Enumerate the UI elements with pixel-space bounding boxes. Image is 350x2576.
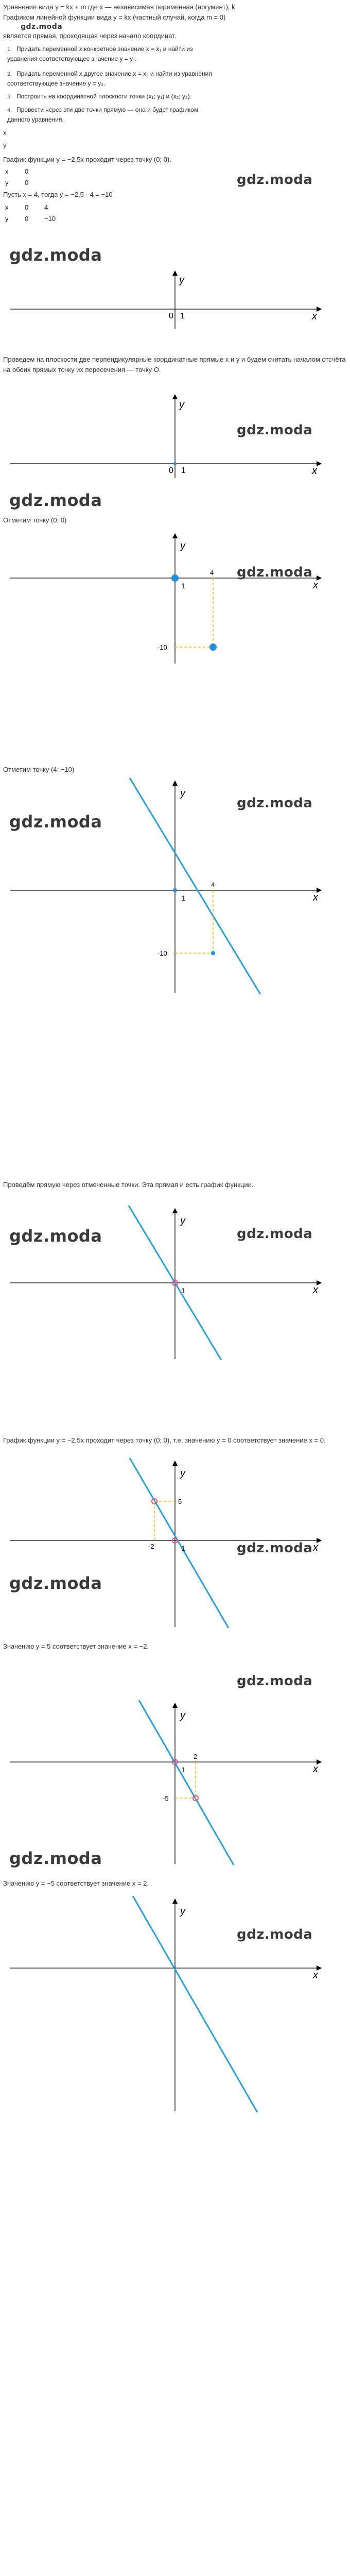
section1-text: График функции y = −2,5x проходит через точку (0; 0). bbox=[3, 156, 171, 163]
step-3 bbox=[7, 92, 213, 101]
section7-text: График функции y = −2,5x проходит через точку (0; 0), т.е. значению y = 0 соответствует значение x = 0. bbox=[3, 1436, 326, 1444]
point-4-m10 bbox=[209, 643, 217, 651]
watermark: gdz.moda bbox=[9, 1573, 102, 1593]
graph-line bbox=[130, 1458, 229, 1628]
unit-label: 1 bbox=[181, 582, 185, 590]
tick-label-2: 2 bbox=[194, 1753, 198, 1760]
step-1-text: Придать переменной x конкретное значение x = x₁ и найти из уравнения соответствующее значение y = y₁. bbox=[7, 45, 193, 62]
table-cell: y bbox=[5, 179, 9, 187]
y-axis-label: y bbox=[180, 788, 185, 799]
section6-text: Проведём прямую через отмеченные точки. Эта прямая и есть график функции. bbox=[3, 1181, 254, 1189]
table-cell: y bbox=[5, 215, 9, 223]
step-2-text: Придать переменной x другое значение x = x₂ и найти из уравнения соответствующее значение y = y₂. bbox=[7, 70, 212, 87]
section8-text: Значению y = 5 соответствует значение x = −2. bbox=[3, 1642, 149, 1650]
watermark: gdz.moda bbox=[237, 1226, 313, 1242]
y-axis-label: y bbox=[180, 1215, 185, 1227]
watermark: gdz.moda bbox=[237, 795, 313, 811]
x-axis-label: x bbox=[312, 465, 317, 477]
y-axis-label: y bbox=[180, 1468, 185, 1479]
unit-label: 1 bbox=[181, 1544, 185, 1552]
table-cell: 0 bbox=[25, 179, 29, 187]
point-0-0 bbox=[173, 888, 177, 892]
origin-point bbox=[173, 462, 177, 465]
graph-axes-2 bbox=[0, 392, 350, 479]
origin-label: 0 bbox=[169, 312, 173, 320]
y-axis-label: y bbox=[179, 275, 184, 286]
unit-label: 1 bbox=[181, 1286, 185, 1295]
graph-svg bbox=[0, 268, 350, 330]
graph-axes-1 bbox=[0, 268, 350, 330]
intro-col-x: x bbox=[3, 129, 7, 137]
watermark: gdz.moda bbox=[237, 1540, 313, 1556]
y-axis-label: y bbox=[180, 1906, 185, 1917]
unit-label: 1 bbox=[181, 1766, 185, 1774]
graph-line-1 bbox=[0, 778, 350, 994]
origin-label: 0 bbox=[169, 466, 173, 475]
table-cell: x bbox=[5, 167, 9, 175]
step-1 bbox=[7, 44, 213, 63]
x-axis-label: x bbox=[313, 580, 318, 591]
unit-label: 1 bbox=[181, 466, 186, 475]
table-cell: 4 bbox=[44, 204, 48, 211]
tick-label-m2: -2 bbox=[148, 1543, 154, 1550]
watermark: gdz.moda bbox=[9, 812, 102, 832]
watermark-small: gdz.moda bbox=[21, 23, 63, 31]
table-row bbox=[5, 202, 64, 213]
tick-label-4: 4 bbox=[210, 569, 214, 577]
tick-label-5: 5 bbox=[178, 1498, 182, 1505]
x-axis-label: x bbox=[313, 892, 318, 903]
step-4-text: Провести через эти две точки прямую — она и будет графиком данного уравнения. bbox=[7, 106, 199, 123]
table-cell: 0 bbox=[25, 215, 29, 223]
unit-label: 1 bbox=[180, 312, 185, 320]
table-cell: 0 bbox=[25, 167, 29, 175]
unit-label: 1 bbox=[181, 894, 185, 902]
section2-table bbox=[5, 202, 64, 225]
watermark: gdz.moda bbox=[237, 422, 313, 438]
step-3-num: 3. bbox=[7, 94, 12, 100]
y-axis-label: y bbox=[180, 1710, 185, 1721]
graph-svg bbox=[0, 1700, 350, 1865]
watermark: gdz.moda bbox=[9, 1226, 102, 1246]
section9-text: Значению y = −5 соответствует значение x = 2. bbox=[3, 1879, 149, 1887]
intro-line2b: является прямая, проходящая через начало координат. bbox=[3, 32, 177, 40]
watermark: gdz.moda bbox=[237, 565, 313, 580]
table-row bbox=[5, 166, 44, 177]
graph-line-2 bbox=[0, 1206, 350, 1360]
table-row bbox=[5, 213, 64, 225]
step-4 bbox=[7, 105, 213, 124]
table-cell: x bbox=[5, 204, 9, 211]
x-axis-label: x bbox=[313, 1764, 318, 1775]
y-axis-label: y bbox=[180, 540, 185, 552]
y-axis-label: y bbox=[179, 399, 184, 411]
section1-table bbox=[5, 166, 44, 189]
intro-line1: Уравнение вида y = kx + m где x — независимая переменная (аргумент), k bbox=[3, 3, 235, 11]
graph-point-m5 bbox=[0, 1700, 350, 1865]
watermark: gdz.moda bbox=[237, 1673, 313, 1689]
x-axis-label: x bbox=[312, 311, 317, 322]
section4-text: Отметим точку (0; 0) bbox=[3, 516, 67, 524]
watermark: gdz.moda bbox=[9, 245, 102, 265]
x-axis-label: x bbox=[313, 1284, 318, 1296]
watermark: gdz.moda bbox=[9, 1849, 102, 1868]
step-2 bbox=[7, 69, 213, 88]
step-2-num: 2. bbox=[7, 71, 12, 77]
point-0-0 bbox=[171, 574, 179, 582]
x-axis-label: x bbox=[313, 1542, 318, 1553]
graph-svg bbox=[0, 778, 350, 994]
section5-text: Отметим точку (4; −10) bbox=[3, 766, 75, 773]
graph-svg bbox=[0, 392, 350, 479]
step-3-text: Построить на координатной плоскости точки (x₁; y₁) и (x₂; y₂). bbox=[16, 93, 191, 100]
intro-col-y: y bbox=[3, 141, 7, 149]
table-row bbox=[5, 177, 44, 189]
intro-line2a: Графиком линейной функции вида y = kx (частный случай, когда m = 0) bbox=[3, 13, 226, 21]
tick-label-4: 4 bbox=[211, 881, 215, 889]
x-axis-label: x bbox=[313, 1970, 318, 1981]
step-1-num: 1. bbox=[7, 46, 12, 53]
point-4-m10 bbox=[211, 951, 215, 955]
graph-point-origin bbox=[0, 531, 350, 665]
tick-label-m10: -10 bbox=[157, 950, 167, 957]
graph-svg bbox=[0, 1206, 350, 1360]
step-4-num: 4. bbox=[7, 107, 12, 113]
table-cell: 0 bbox=[25, 204, 29, 211]
graph-svg bbox=[0, 531, 350, 665]
graph-line bbox=[139, 1700, 234, 1865]
section2-text: Пусть x = 4, тогда y = −2,5 · 4 = −10 bbox=[3, 191, 113, 198]
tick-label-m10: -10 bbox=[157, 643, 167, 651]
tick-label-m5: -5 bbox=[163, 1794, 169, 1802]
watermark: gdz.moda bbox=[237, 1927, 313, 1942]
section3-text: Проведем на плоскости две перпендикулярные координатные прямые x и y и будем считать началом отсчёта на обеих прямых точку их пересечения — точку O. bbox=[3, 355, 346, 374]
watermark: gdz.moda bbox=[237, 172, 313, 188]
watermark: gdz.moda bbox=[9, 490, 102, 510]
graph-line bbox=[130, 778, 260, 994]
table-cell: −10 bbox=[44, 215, 56, 223]
